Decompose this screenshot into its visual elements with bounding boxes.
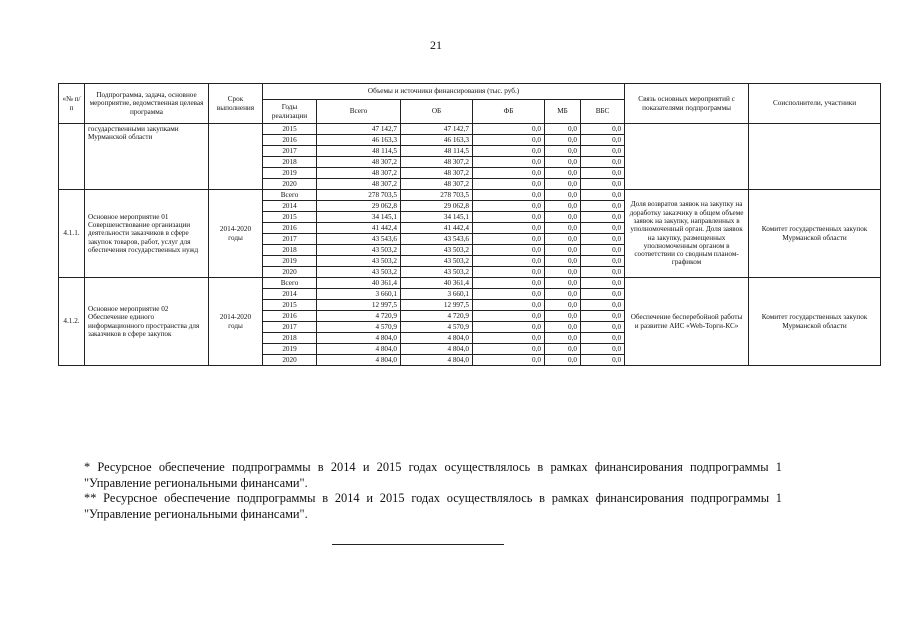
header-term: Срок выполнения (209, 84, 263, 124)
vbs-cell: 0,0 (581, 190, 625, 201)
footnote-2: ** Ресурсное обеспечение подпрограммы в 2014 и 2015 годах осуществлялось в рамках финансирования подпрограммы 1 "Управление региональными финансами". (84, 491, 782, 521)
vbs-cell: 0,0 (581, 311, 625, 322)
page-number: 21 (430, 38, 442, 52)
mb-cell: 0,0 (545, 278, 581, 289)
vbs-cell: 0,0 (581, 300, 625, 311)
year-cell: 2016 (263, 311, 317, 322)
header-executors: Соисполнители, участники (749, 84, 881, 124)
total-cell: 48 307,2 (317, 157, 401, 168)
ob-cell: 43 503,2 (401, 245, 473, 256)
ob-cell: 43 543,6 (401, 234, 473, 245)
cont-term-cell (209, 124, 263, 190)
fb-cell: 0,0 (473, 289, 545, 300)
total-cell: 3 660,1 (317, 289, 401, 300)
header-num: «№ п/п (59, 84, 85, 124)
mb-cell: 0,0 (545, 168, 581, 179)
fb-cell: 0,0 (473, 234, 545, 245)
header-funding: Объемы и источники финансирования (тыс. руб.) (263, 84, 625, 100)
section2-num: 4.1.2. (59, 278, 85, 366)
vbs-cell: 0,0 (581, 278, 625, 289)
ob-cell: 41 442,4 (401, 223, 473, 234)
cont-program-text: государственными закупками Мурманской области (85, 124, 209, 190)
fb-cell: 0,0 (473, 212, 545, 223)
year-cell: 2014 (263, 289, 317, 300)
fb-cell: 0,0 (473, 190, 545, 201)
footnotes (84, 460, 782, 522)
ob-cell: 4 804,0 (401, 333, 473, 344)
ob-cell: 34 145,1 (401, 212, 473, 223)
year-cell: 2018 (263, 333, 317, 344)
total-cell: 4 720,9 (317, 311, 401, 322)
year-cell: 2018 (263, 245, 317, 256)
vbs-cell: 0,0 (581, 355, 625, 366)
total-cell: 43 503,2 (317, 256, 401, 267)
fb-cell: 0,0 (473, 168, 545, 179)
fb-cell: 0,0 (473, 124, 545, 135)
total-cell: 43 543,6 (317, 234, 401, 245)
table-row (59, 124, 881, 135)
year-cell: 2017 (263, 234, 317, 245)
year-cell: 2015 (263, 124, 317, 135)
header-vbs: ВБС (581, 100, 625, 124)
vbs-cell: 0,0 (581, 223, 625, 234)
fb-cell: 0,0 (473, 201, 545, 212)
fb-cell: 0,0 (473, 157, 545, 168)
mb-cell: 0,0 (545, 300, 581, 311)
fb-cell: 0,0 (473, 223, 545, 234)
mb-cell: 0,0 (545, 355, 581, 366)
year-cell: Всего (263, 278, 317, 289)
mb-cell: 0,0 (545, 311, 581, 322)
vbs-cell: 0,0 (581, 267, 625, 278)
fb-cell: 0,0 (473, 256, 545, 267)
ob-cell: 48 307,2 (401, 157, 473, 168)
total-cell: 4 804,0 (317, 344, 401, 355)
mb-cell: 0,0 (545, 322, 581, 333)
ob-cell: 4 720,9 (401, 311, 473, 322)
year-cell: 2015 (263, 300, 317, 311)
vbs-cell: 0,0 (581, 157, 625, 168)
year-cell: 2016 (263, 223, 317, 234)
fb-cell: 0,0 (473, 300, 545, 311)
mb-cell: 0,0 (545, 146, 581, 157)
vbs-cell: 0,0 (581, 124, 625, 135)
year-cell: 2020 (263, 179, 317, 190)
ob-cell: 43 503,2 (401, 256, 473, 267)
year-cell: 2017 (263, 322, 317, 333)
fb-cell: 0,0 (473, 245, 545, 256)
mb-cell: 0,0 (545, 344, 581, 355)
year-cell: 2020 (263, 355, 317, 366)
year-cell: 2014 (263, 201, 317, 212)
vbs-cell: 0,0 (581, 289, 625, 300)
year-cell: 2017 (263, 146, 317, 157)
fb-cell: 0,0 (473, 179, 545, 190)
total-cell: 4 804,0 (317, 333, 401, 344)
vbs-cell: 0,0 (581, 234, 625, 245)
total-cell: 12 997,5 (317, 300, 401, 311)
year-cell: Всего (263, 190, 317, 201)
fb-cell: 0,0 (473, 278, 545, 289)
total-cell: 4 570,9 (317, 322, 401, 333)
header-row-1 (59, 84, 881, 100)
ob-cell: 40 361,4 (401, 278, 473, 289)
ob-cell: 12 997,5 (401, 300, 473, 311)
ob-cell: 48 114,5 (401, 146, 473, 157)
financing-table (58, 83, 881, 366)
footnote-divider (332, 544, 504, 545)
vbs-cell: 0,0 (581, 245, 625, 256)
section1-name: Основное мероприятие 01 Совершенствование организации деятельности заказчиков в сфере закупок товаров, работ, услуг для обеспечения государственных нужд (85, 190, 209, 278)
mb-cell: 0,0 (545, 124, 581, 135)
section1-num: 4.1.1. (59, 190, 85, 278)
header-program: Подпрограмма, задача, основное мероприятие, ведомственная целевая программа (85, 84, 209, 124)
footnote-1: * Ресурсное обеспечение подпрограммы в 2014 и 2015 годах осуществлялось в рамках финансирования подпрограммы 1 "Управление региональными финансами". (84, 460, 782, 490)
ob-cell: 3 660,1 (401, 289, 473, 300)
ob-cell: 278 703,5 (401, 190, 473, 201)
section2-link: Обеспечение бесперебойной работы и развитие АИС «Web-Торги-КС» (625, 278, 749, 366)
ob-cell: 47 142,7 (401, 124, 473, 135)
section2-executor: Комитет государственных закупок Мурманской области (749, 278, 881, 366)
fb-cell: 0,0 (473, 146, 545, 157)
total-cell: 29 062,8 (317, 201, 401, 212)
vbs-cell: 0,0 (581, 344, 625, 355)
fb-cell: 0,0 (473, 267, 545, 278)
mb-cell: 0,0 (545, 234, 581, 245)
year-cell: 2015 (263, 212, 317, 223)
year-cell: 2019 (263, 168, 317, 179)
header-total: Всего (317, 100, 401, 124)
total-cell: 43 503,2 (317, 267, 401, 278)
fb-cell: 0,0 (473, 355, 545, 366)
mb-cell: 0,0 (545, 256, 581, 267)
vbs-cell: 0,0 (581, 135, 625, 146)
total-cell: 34 145,1 (317, 212, 401, 223)
total-cell: 40 361,4 (317, 278, 401, 289)
year-cell: 2019 (263, 344, 317, 355)
total-cell: 43 503,2 (317, 245, 401, 256)
fb-cell: 0,0 (473, 311, 545, 322)
header-ob: ОБ (401, 100, 473, 124)
section1-executor: Комитет государственных закупок Мурманской области (749, 190, 881, 278)
fb-cell: 0,0 (473, 135, 545, 146)
ob-cell: 4 804,0 (401, 355, 473, 366)
section2-term: 2014-2020 годы (209, 278, 263, 366)
mb-cell: 0,0 (545, 245, 581, 256)
total-cell: 46 163,3 (317, 135, 401, 146)
mb-cell: 0,0 (545, 223, 581, 234)
header-years: Годы реализации (263, 100, 317, 124)
fb-cell: 0,0 (473, 333, 545, 344)
vbs-cell: 0,0 (581, 256, 625, 267)
ob-cell: 4 804,0 (401, 344, 473, 355)
ob-cell: 48 307,2 (401, 179, 473, 190)
cont-executor-cell (749, 124, 881, 190)
mb-cell: 0,0 (545, 179, 581, 190)
vbs-cell: 0,0 (581, 201, 625, 212)
header-link: Связь основных мероприятий с показателями подпрограммы (625, 84, 749, 124)
header-mb: МБ (545, 100, 581, 124)
mb-cell: 0,0 (545, 190, 581, 201)
vbs-cell: 0,0 (581, 179, 625, 190)
total-cell: 41 442,4 (317, 223, 401, 234)
mb-cell: 0,0 (545, 157, 581, 168)
vbs-cell: 0,0 (581, 333, 625, 344)
ob-cell: 46 163,3 (401, 135, 473, 146)
mb-cell: 0,0 (545, 289, 581, 300)
vbs-cell: 0,0 (581, 322, 625, 333)
year-cell: 2016 (263, 135, 317, 146)
mb-cell: 0,0 (545, 333, 581, 344)
vbs-cell: 0,0 (581, 168, 625, 179)
total-cell: 278 703,5 (317, 190, 401, 201)
mb-cell: 0,0 (545, 201, 581, 212)
ob-cell: 43 503,2 (401, 267, 473, 278)
section1-link: Доля возвратов заявок на закупку на доработку заказчику в общем объеме заявок на закупку, направленных в уполномоченный орган. Доля заявок на закупку, размещенных уполномоченным органом в соответствии со сводным планом-графиком (625, 190, 749, 278)
section1-term: 2014-2020 годы (209, 190, 263, 278)
vbs-cell: 0,0 (581, 212, 625, 223)
ob-cell: 29 062,8 (401, 201, 473, 212)
total-cell: 48 307,2 (317, 179, 401, 190)
total-cell: 48 114,5 (317, 146, 401, 157)
mb-cell: 0,0 (545, 135, 581, 146)
table-row (59, 278, 881, 289)
mb-cell: 0,0 (545, 267, 581, 278)
ob-cell: 48 307,2 (401, 168, 473, 179)
year-cell: 2020 (263, 267, 317, 278)
section2-name: Основное мероприятие 02 Обеспечение единого информационного пространства для заказчиков в сфере закупок (85, 278, 209, 366)
total-cell: 4 804,0 (317, 355, 401, 366)
year-cell: 2019 (263, 256, 317, 267)
ob-cell: 4 570,9 (401, 322, 473, 333)
fb-cell: 0,0 (473, 344, 545, 355)
total-cell: 47 142,7 (317, 124, 401, 135)
mb-cell: 0,0 (545, 212, 581, 223)
header-fb: ФБ (473, 100, 545, 124)
cont-link-cell (625, 124, 749, 190)
year-cell: 2018 (263, 157, 317, 168)
table-row (59, 190, 881, 201)
vbs-cell: 0,0 (581, 146, 625, 157)
total-cell: 48 307,2 (317, 168, 401, 179)
cont-num-cell (59, 124, 85, 190)
fb-cell: 0,0 (473, 322, 545, 333)
